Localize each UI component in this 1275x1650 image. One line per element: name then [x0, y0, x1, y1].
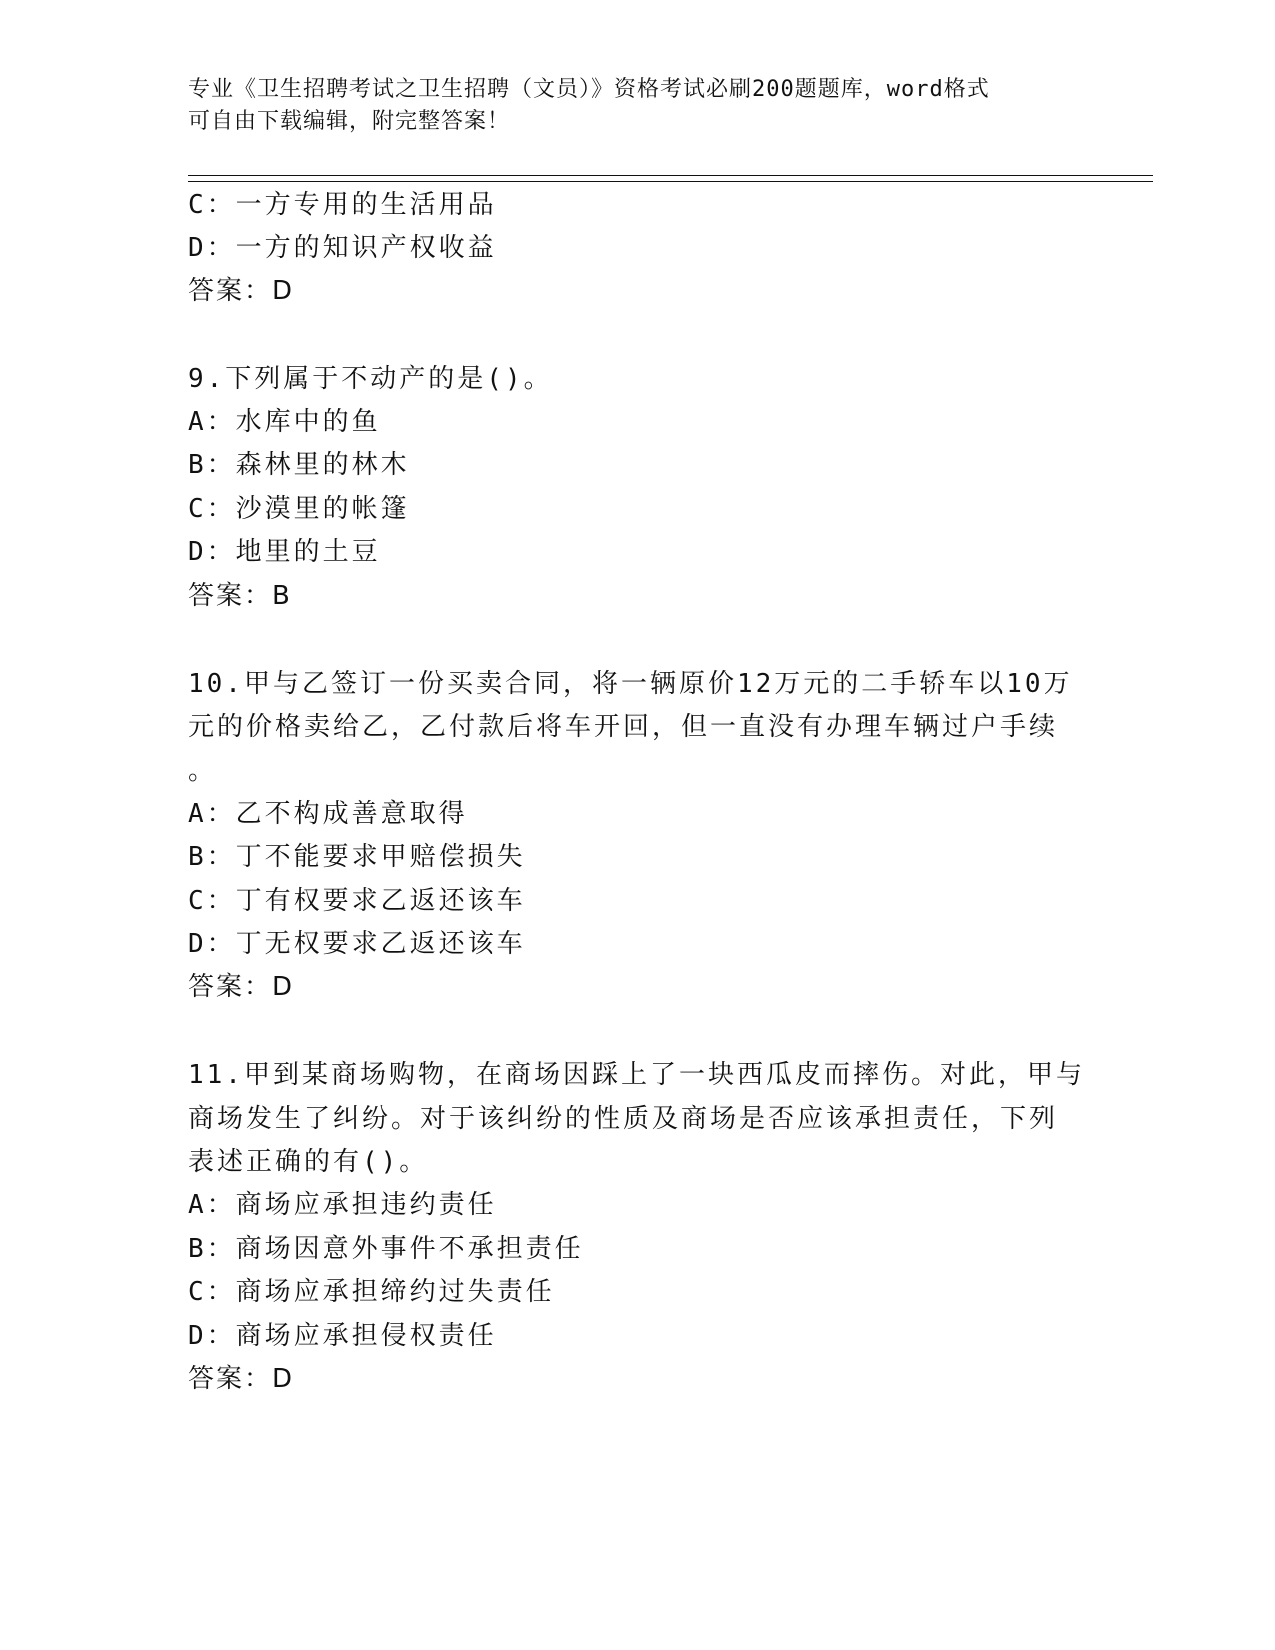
q11-stem-line-3: 表述正确的有()。	[188, 1147, 429, 1177]
q9-stem: 9.下列属于不动产的是()。	[188, 364, 553, 394]
q11-option-a: A：商场应承担违约责任	[188, 1190, 497, 1220]
q10-option-c: C：丁有权要求乙返还该车	[188, 886, 526, 916]
q9-option-c: C：沙漠里的帐篷	[188, 494, 410, 524]
q11-stem-line-2: 商场发生了纠纷。对于该纠纷的性质及商场是否应该承担责任，下列	[188, 1104, 1059, 1134]
q10-stem-line-3: 。	[188, 756, 218, 786]
q11-option-c: C：商场应承担缔约过失责任	[188, 1277, 555, 1307]
q10-stem-line-1: 10.甲与乙签订一份买卖合同，将一辆原价12万元的二手轿车以10万	[188, 669, 1073, 699]
q9-option-a: A：水库中的鱼	[188, 407, 381, 437]
prev-answer: 答案：D	[188, 276, 295, 306]
q9-option-d: D：地里的土豆	[188, 537, 381, 567]
q11-option-b: B：商场因意外事件不承担责任	[188, 1234, 584, 1264]
q11-answer: 答案：D	[188, 1364, 295, 1394]
document-header	[188, 74, 1068, 138]
q10-stem-line-2: 元的价格卖给乙，乙付款后将车开回，但一直没有办理车辆过户手续	[188, 712, 1059, 742]
q10-answer: 答案：D	[188, 972, 295, 1002]
prev-option-d: D：一方的知识产权收益	[188, 233, 497, 263]
prev-option-c: C：一方专用的生活用品	[188, 190, 497, 220]
header-divider-top	[188, 175, 1153, 176]
header-line-1: 专业《卫生招聘考试之卫生招聘（文员）》资格考试必刷200题题库，word格式	[188, 77, 990, 102]
q9-answer: 答案：B	[188, 581, 292, 611]
q10-option-a: A：乙不构成善意取得	[188, 799, 468, 829]
q10-option-b: B：丁不能要求甲赔偿损失	[188, 842, 526, 872]
q11-option-d: D：商场应承担侵权责任	[188, 1321, 497, 1351]
header-divider-bottom	[188, 181, 1153, 182]
q11-stem-line-1: 11.甲到某商场购物，在商场因踩上了一块西瓜皮而摔伤。对此，甲与	[188, 1060, 1085, 1090]
q10-option-d: D：丁无权要求乙返还该车	[188, 929, 526, 959]
header-line-2: 可自由下载编辑，附完整答案！	[188, 109, 511, 134]
q9-option-b: B：森林里的林木	[188, 450, 410, 480]
